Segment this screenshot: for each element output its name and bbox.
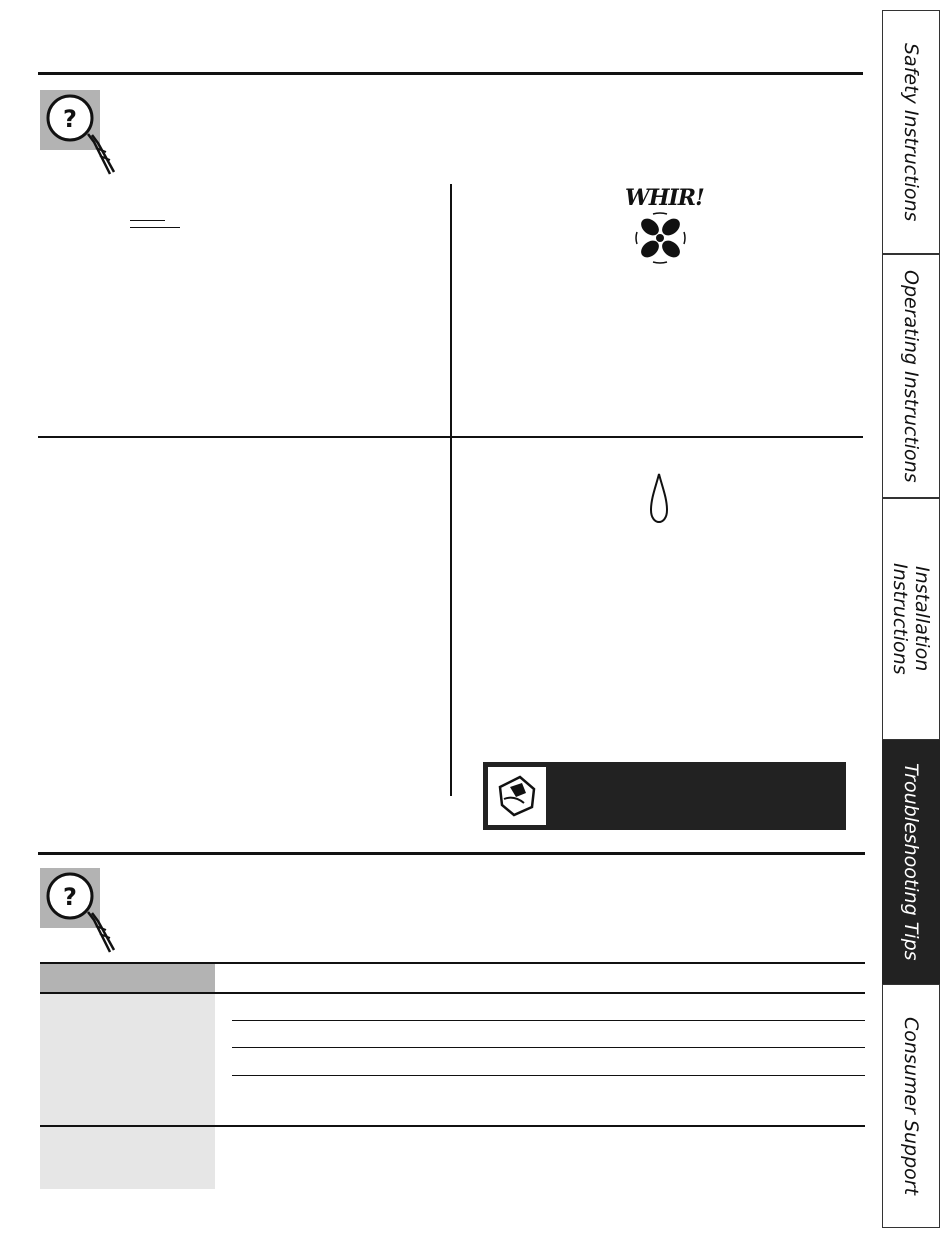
tip-icon-frame [488,767,546,825]
section-1-header-icon [40,90,120,180]
cleaning-cloth-icon [494,773,540,819]
table-row-1-shade [40,994,215,1125]
tab-label: Installation Instructions [889,563,933,675]
magnifier-question-icon [40,90,120,180]
tab-safety-instructions[interactable] [882,10,940,254]
column-divider [450,184,452,796]
tab-consumer-support[interactable] [882,984,940,1228]
magnifier-question-icon [40,868,120,958]
table-row-2-shade [40,1127,215,1189]
whir-text: WHIR! [625,185,704,211]
middle-rule [38,436,863,438]
top-rule [38,72,863,75]
tab-label: Consumer Support [900,1016,922,1196]
fan-icon [633,212,688,264]
table-subrule-3 [232,1075,865,1076]
tab-troubleshooting-tips[interactable] [882,740,940,984]
svg-text:?: ? [63,105,77,133]
tab-installation-instructions[interactable] [882,498,940,740]
table-subrule-2 [232,1047,865,1048]
tip-box [483,762,846,830]
tab-label: Safety Instructions [900,42,922,222]
svg-text:?: ? [63,883,77,911]
small-rule-a [130,220,165,221]
section-2-rule [38,852,865,855]
table-header-shade [40,964,215,992]
water-drop-icon [648,472,670,524]
tab-label: Operating Instructions [900,269,922,483]
table-subrule-1 [232,1020,865,1021]
tab-operating-instructions[interactable] [882,254,940,498]
small-rule-b [130,227,180,228]
section-2-header-icon [40,868,120,958]
tab-label: Troubleshooting Tips [900,763,922,961]
